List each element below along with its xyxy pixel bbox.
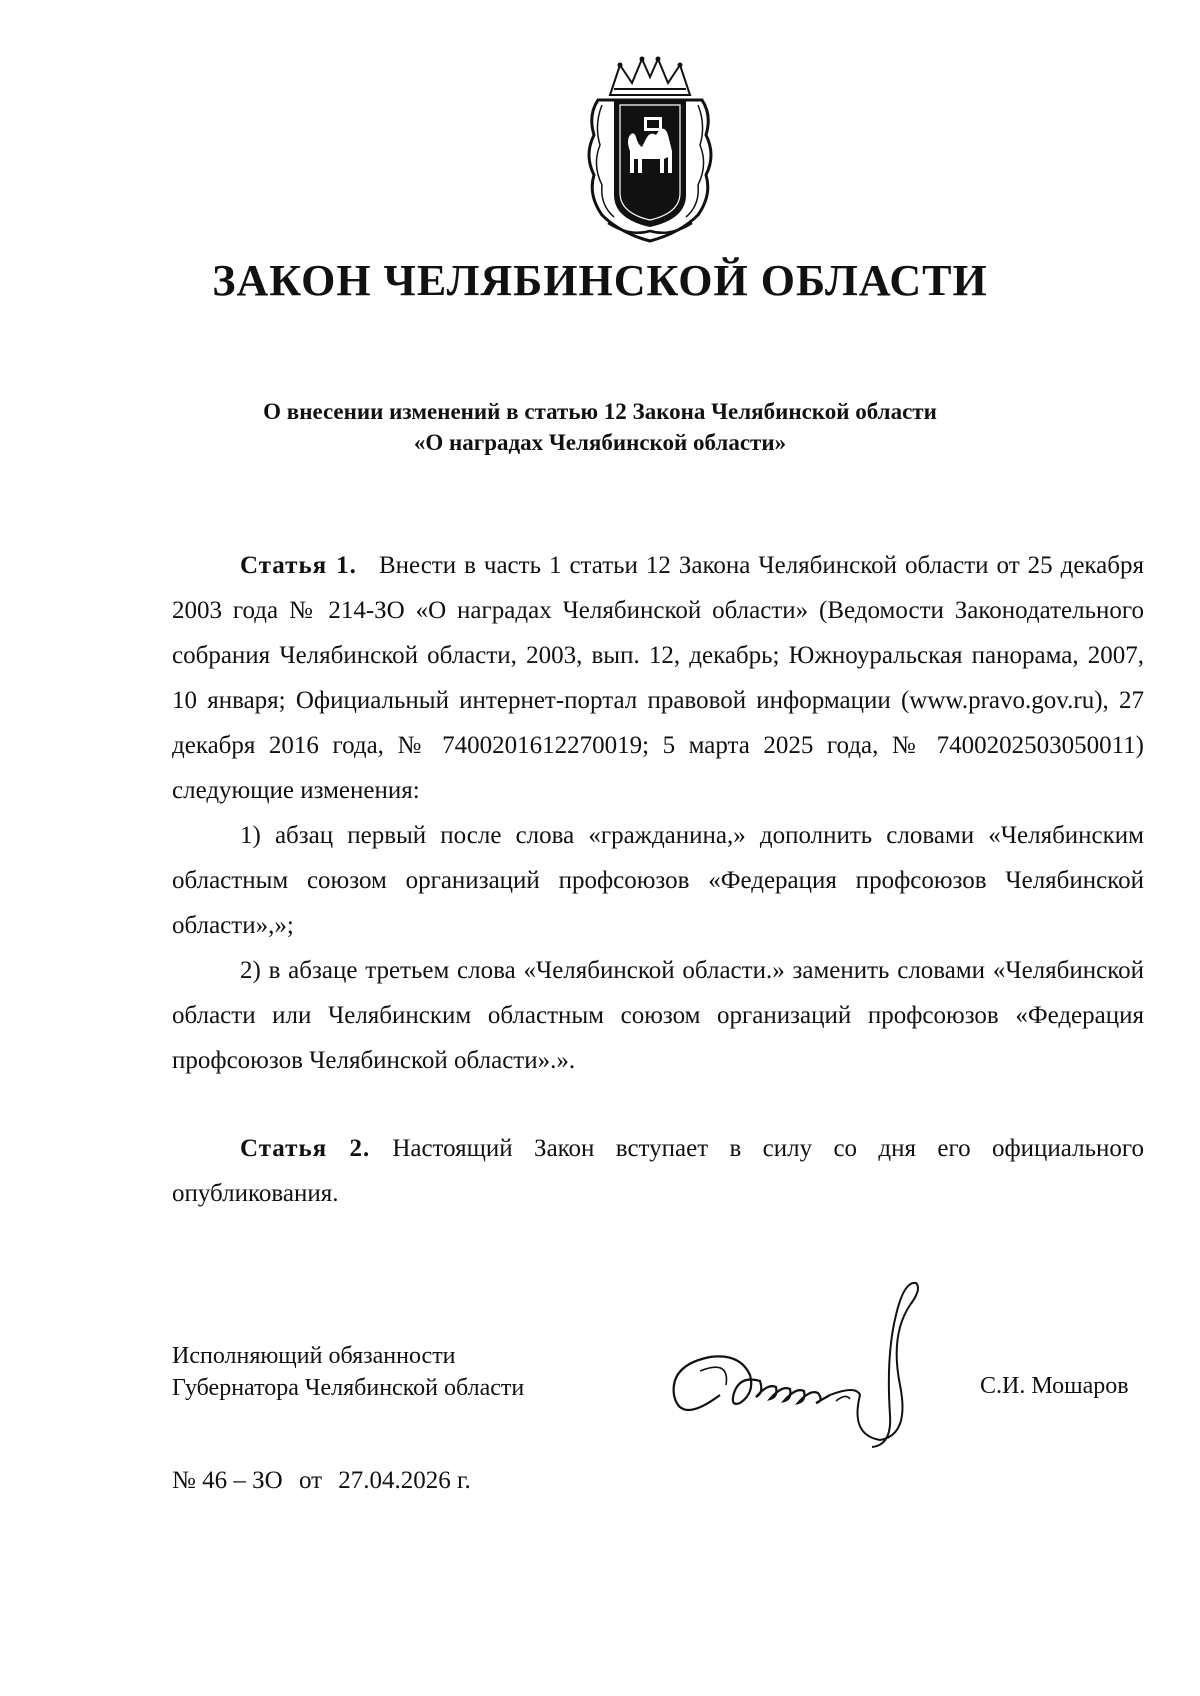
- article-1-item-1: 1) абзац первый после слова «гражданина,» дополнить словами «Челябинским областным союзом организаций профсоюзов «Федерация профсоюзов Челябинской области»,»;: [172, 822, 1144, 939]
- subtitle-line-2: «О наградах Челябинской области»: [413, 430, 787, 455]
- article-2-label: Статья 2.: [240, 1135, 371, 1162]
- article-1-label: Статья 1.: [240, 552, 357, 579]
- signer-position: [172, 1340, 524, 1404]
- signer-position-line-1: Исполняющий обязанности: [172, 1343, 456, 1369]
- article-2-text: Настоящий Закон вступает в силу со дня его официального опубликования.: [172, 1135, 1144, 1207]
- article-1-item-2: 2) в абзаце третьем слова «Челябинской области.» заменить словами «Челябинской области или Челябинским областным союзом организаций профсоюзов «Федерация профсоюзов Челябинской области».».: [172, 957, 1144, 1074]
- document-number-line: [172, 1467, 481, 1495]
- document-number: № 46 – ЗО: [172, 1467, 283, 1494]
- handwritten-signature-icon: [660, 1275, 950, 1455]
- document-date-prefix: от: [298, 1467, 323, 1494]
- article-1-intro-paragraph: [172, 543, 1144, 813]
- document-title: ЗАКОН ЧЕЛЯБИНСКОЙ ОБЛАСТИ: [212, 256, 988, 305]
- document-subtitle: [0, 396, 1200, 458]
- chelyabinsk-coat-of-arms-icon: [580, 55, 720, 245]
- subtitle-line-1: О внесении изменений в статью 12 Закона Челябинской области: [263, 399, 937, 424]
- article-2: [172, 1126, 1144, 1216]
- document-date: 27.04.2026 г.: [338, 1467, 471, 1494]
- signer-position-line-2: Губернатора Челябинской области: [172, 1375, 525, 1401]
- article-1-intro-text: Внести в часть 1 статьи 12 Закона Челябинской области от 25 декабря 2003 года № 214-ЗО «О наградах Челябинской области» (Ведомости Законодательного собрания Челябинской области, 2003, вып. 12, декабрь; Южноуральская панорама, 2007, 10 января; Официальный интернет-портал правовой информации (www.pravo.gov.ru), 27 декабря 2016 года, № 7400201612270019; 5 марта 2025 года, № 7400202503050011) следующие изменения:: [172, 552, 1144, 804]
- article-1: [172, 543, 1144, 1083]
- signer-name: С.И. Мошаров: [980, 1373, 1129, 1399]
